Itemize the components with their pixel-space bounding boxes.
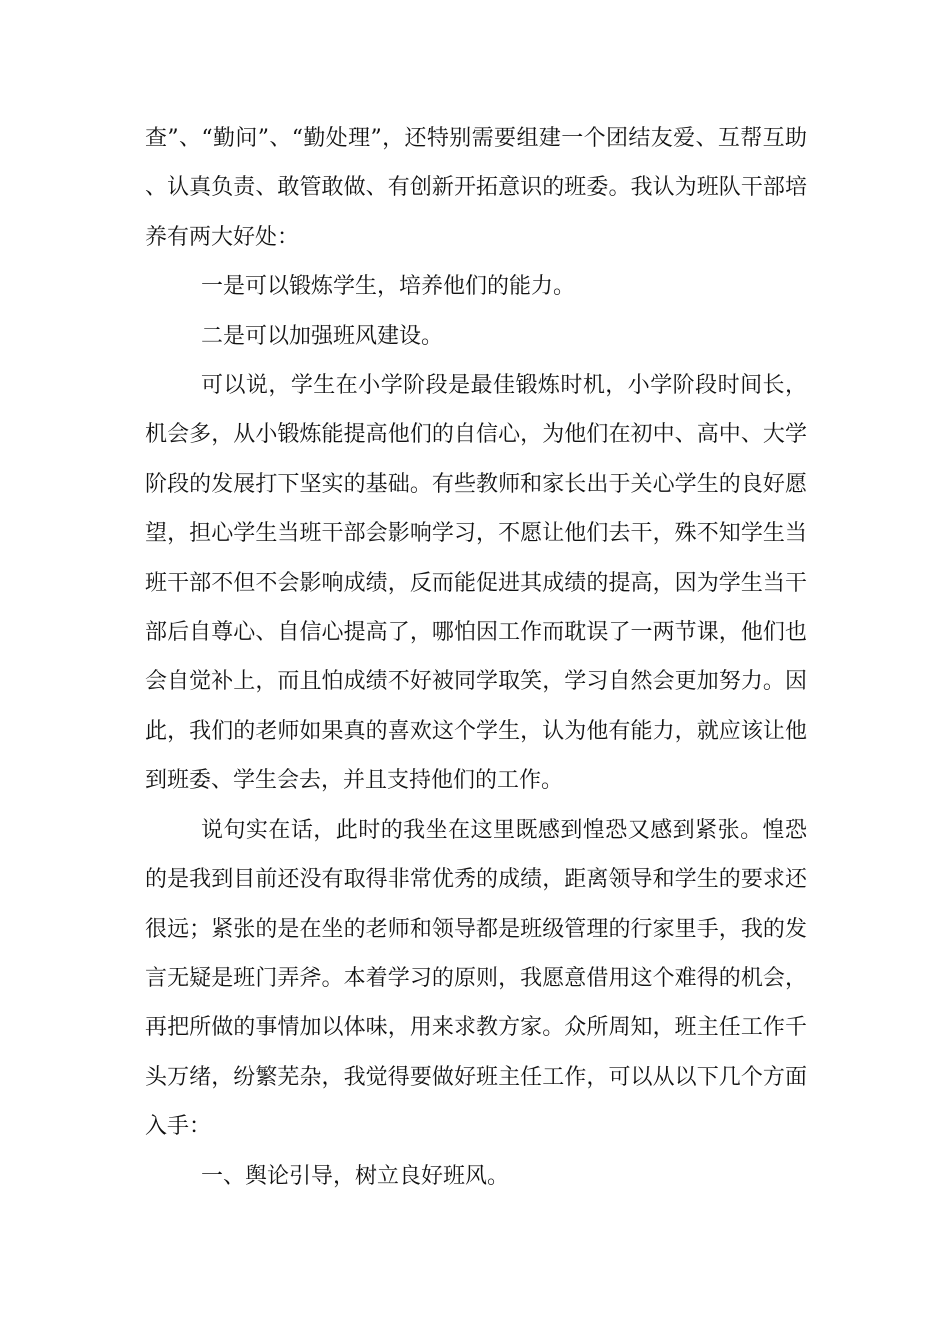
paragraph-1: 查”、“勤问”、“勤处理”，还特别需要组建一个团结友爱、互帮互助、认真负责、敢管敢做、有创新开拓意识的班委。我认为班队干部培养有两大好处： [145,126,807,250]
paragraph-3: 二是可以加强班风建设。 [201,323,444,349]
paragraph-4: 可以说，学生在小学阶段是最佳锻炼时机，小学阶段时间长，机会多，从小锻炼能提高他们的自信心，为他们在初中、高中、大学阶段的发展打下坚实的基础。有些教师和家长出于关心学生的良好愿望，担心学生当班干部会影响学习，不愿让他们去干，殊不知学生当班干部不但不会影响成绩，反而能促进其成绩的提高，因为学生当干部后自尊心、自信心提高了，哪怕因工作而耽误了一两节课，他们也会自觉补上，而且怕成绩不好被同学取笑，学习自然会更加努力。因此，我们的老师如果真的喜欢这个学生，认为他有能力，就应该让他到班委、学生会去，并且支持他们的工作。 [145,373,807,794]
paragraph-2: 一是可以锻炼学生，培养他们的能力。 [201,274,576,300]
paragraph-5: 说句实在话，此时的我坐在这里既感到惶恐又感到紧张。惶恐的是我到目前还没有取得非常优秀的成绩，距离领导和学生的要求还很远；紧张的是在坐的老师和领导都是班级管理的行家里手，我的发言无疑是班门弄斧。本着学习的原则，我愿意借用这个难得的机会，再把所做的事情加以体味，用来求教方家。众所周知，班主任工作千头万绪，纷繁芜杂，我觉得要做好班主任工作，可以从以下几个方面入手： [145,817,807,1140]
paragraph-6: 一、舆论引导，树立良好班风。 [201,1163,510,1189]
document-body [145,114,807,1201]
